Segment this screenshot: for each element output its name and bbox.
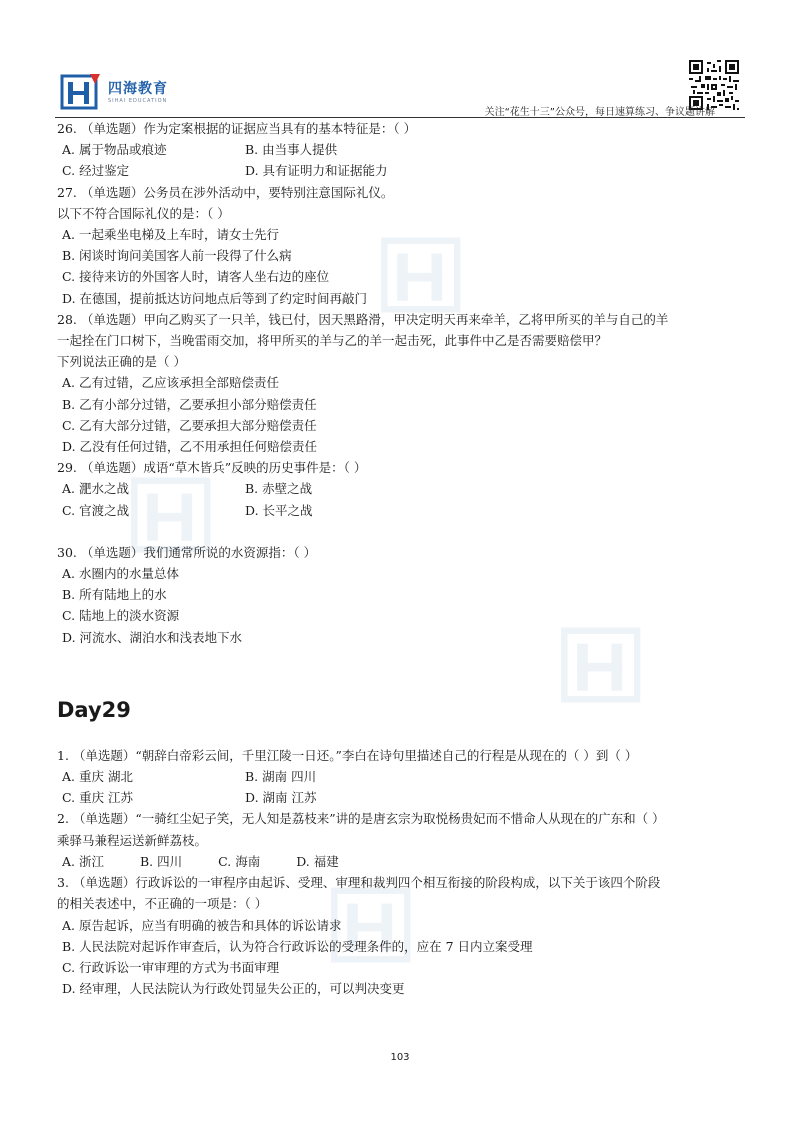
option-item: C. 官渡之战 — [62, 502, 130, 518]
option-item: D. 乙没有任何过错，乙不用承担任何赔偿责任 — [62, 439, 318, 455]
logo-subtitle: SIHAI EDUCATION — [108, 98, 168, 104]
question-block — [57, 118, 757, 182]
option-row — [57, 500, 757, 521]
question-block — [57, 745, 757, 809]
question-stem: 30. （单选题）我们通常所说的水资源指：（ ） — [57, 544, 317, 560]
option-item: A. 属于物品或痕迹 — [62, 142, 167, 158]
option-item: B. 四川 — [139, 853, 183, 869]
option-item: A. 浙江 — [62, 853, 104, 869]
option-item: D. 湖南 江苏 — [245, 790, 317, 806]
question-stem: 乘驿马兼程运送新鲜荔枝。 — [57, 832, 208, 848]
question-stem: 28. （单选题）甲向乙购买了一只羊，钱已付，因天黑路滑，甲决定明天再来牵羊，乙将甲所买的羊与自己的羊 — [57, 311, 669, 327]
day-title: Day29 — [57, 697, 131, 722]
option-item: B. 人民法院对起诉作审查后，认为符合行政诉讼的受理条件的，应在 7 日内立案受理 — [62, 938, 533, 954]
question-stem: 27. （单选题）公务员在涉外活动中，要特别注意国际礼仪。 — [57, 184, 394, 200]
question-block — [57, 309, 757, 457]
option-item: D. 长平之战 — [245, 502, 313, 518]
option-item: A. 水圈内的水量总体 — [62, 566, 179, 582]
page-number: 103 — [390, 1052, 410, 1063]
option-item: A. 乙有过错，乙应该承担全部赔偿责任 — [62, 375, 279, 391]
option-item: B. 湖南 四川 — [245, 769, 317, 785]
question-block — [57, 182, 757, 309]
logo — [60, 72, 180, 112]
option-item: A. 重庆 湖北 — [62, 769, 133, 785]
day-question-section — [57, 745, 757, 999]
option-item: A. 淝水之战 — [62, 481, 129, 497]
option-item: C. 经过鉴定 — [62, 163, 130, 179]
option-item: B. 乙有小部分过错，乙要承担小部分赔偿责任 — [62, 396, 317, 412]
question-stem: 2. （单选题）“一骑红尘妃子笑，无人知是荔枝来”讲的是唐玄宗为取悦杨贵妃而不惜命人从现在的广东和（ ） — [57, 811, 665, 827]
question-section — [57, 118, 757, 648]
option-item: C. 海南 — [218, 853, 261, 869]
option-item: A. 原告起诉，应当有明确的被告和具体的诉讼请求 — [62, 917, 342, 933]
option-item: D. 具有证明力和证据能力 — [245, 163, 388, 179]
option-row — [57, 787, 757, 808]
option-item: B. 闲谈时询问美国客人前一段得了什么病 — [62, 248, 292, 264]
question-block — [57, 872, 757, 999]
question-spacer — [57, 521, 757, 542]
option-row — [57, 851, 757, 872]
option-item: B. 所有陆地上的水 — [62, 587, 167, 603]
option-item: C. 行政诉讼一审审理的方式为书面审理 — [62, 959, 280, 975]
option-item: C. 重庆 江苏 — [62, 790, 134, 806]
option-item: D. 河流水、湖泊水和浅表地下水 — [62, 629, 243, 645]
option-item: C. 乙有大部分过错，乙要承担大部分赔偿责任 — [62, 417, 317, 433]
question-block — [57, 808, 757, 872]
question-stem: 一起拴在门口树下，当晚雷雨交加，将甲所买的羊与乙的羊一起击死，此事件中乙是否需要赔偿甲？ — [57, 333, 608, 349]
logo-name: 四海教育 — [108, 81, 168, 97]
option-item: A. 一起乘坐电梯及上车时，请女士先行 — [62, 227, 279, 243]
question-stem: 1. （单选题）“朝辞白帝彩云间，千里江陵一日还。”李白在诗句里描述自己的行程是从现在的（ ）到（ ） — [57, 747, 638, 763]
question-block — [57, 457, 757, 521]
option-item: C. 接待来访的外国客人时，请客人坐右边的座位 — [62, 269, 330, 285]
question-stem: 26. （单选题）作为定案根据的证据应当具有的基本特征是：（ ） — [57, 121, 417, 136]
question-block — [57, 542, 757, 648]
question-stem: 以下不符合国际礼仪的是：（ ） — [57, 205, 230, 221]
logo-mark-icon — [60, 72, 102, 112]
page-content — [57, 118, 757, 999]
option-item: D. 经审理，人民法院认为行政处罚显失公正的，可以判决变更 — [62, 981, 405, 997]
header-tagline: 关注“花生十三”公众号，每日速算练习、争议题讲解 — [484, 107, 715, 118]
option-row — [57, 139, 757, 160]
option-row — [57, 478, 757, 499]
question-stem: 的相关表述中，不正确的一项是：（ ） — [57, 896, 268, 912]
option-item: D. 在德国，提前抵达访问地点后等到了约定时间再敲门 — [62, 290, 368, 306]
question-stem: 29. （单选题）成语“草木皆兵”反映的历史事件是：（ ） — [57, 460, 367, 476]
option-item: B. 赤壁之战 — [245, 481, 313, 497]
option-row — [57, 160, 757, 181]
option-item: D. 福建 — [296, 853, 339, 869]
option-row — [57, 766, 757, 787]
option-item: C. 陆地上的淡水资源 — [62, 608, 180, 624]
question-stem: 3. （单选题）行政诉讼的一审程序由起诉、受理、审理和裁判四个相互衔接的阶段构成，以下关于该四个阶段 — [57, 875, 661, 891]
question-stem: 下列说法正确的是（ ） — [57, 354, 186, 370]
option-item: B. 由当事人提供 — [245, 142, 338, 158]
page-header — [0, 0, 800, 118]
